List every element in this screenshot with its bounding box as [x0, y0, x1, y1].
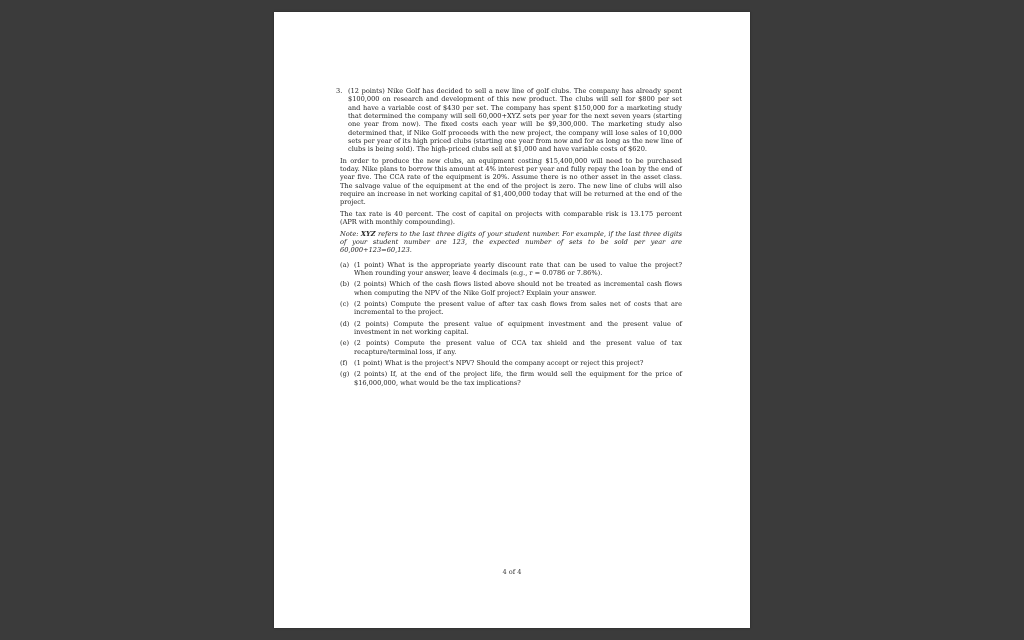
- question-part-e: [340, 339, 682, 356]
- paragraph-text: In order to produce the new clubs, an equipment costing $15,400,000 will need to be purchased today. Nike plans to borrow this amount at 4% interest per year and fully repay the loan by the end of year five. The CCA rate of the equipment is 20%. Assume there is no other asset in the asset class. The salvage value of the equipment at the end of the project is zero. The new line of clubs will also require an increase in net working capital of $1,400,000 today that will be returned at the end of the project.: [340, 156, 682, 207]
- equipment-paragraph: [340, 157, 682, 207]
- question-part-b: [340, 280, 682, 297]
- question-part-g: [340, 370, 682, 387]
- part-text: (1 point) What is the appropriate yearly discount rate that can be used to value the project? When rounding your answer, leave 4 decimals (e.g., r = 0.0786 or 7.86%).: [354, 260, 682, 277]
- part-label: (c): [340, 299, 349, 308]
- paragraph-text: The tax rate is 40 percent. The cost of capital on projects with comparable risk is 13.175 percent (APR with monthly compounding).: [340, 209, 682, 227]
- question-part-c: [340, 300, 682, 317]
- tax-rate-paragraph: [340, 210, 682, 227]
- page-content: [336, 87, 682, 390]
- part-label: (a): [340, 260, 350, 269]
- page-number: 4 of 4: [502, 568, 522, 576]
- question-part-f: [340, 359, 682, 367]
- part-label: (f): [340, 358, 348, 367]
- part-label: (d): [340, 319, 350, 328]
- part-text: (2 points) Compute the present value of after tax cash flows from sales net of costs that are incremental to the project.: [354, 299, 682, 317]
- part-label: (g): [340, 370, 350, 379]
- note-text: refers to the last three digits of your student number. For example, if the last three digits of your student number are 123, the expected number of sets to be sold per year are 60,000+123=60,123.: [340, 229, 682, 255]
- part-label: (e): [340, 339, 350, 348]
- part-text: (2 points) Which of the cash flows listed above should not be treated as incremental cash flows when computing the NPV of the Nike Golf project? Explain your answer.: [354, 280, 682, 297]
- problem-number: 3.: [336, 87, 343, 95]
- part-text: (2 points) Compute the present value of equipment investment and the present value of investment in net working capital.: [354, 319, 682, 336]
- problem-intro-paragraph: [336, 87, 682, 154]
- document-page: [274, 12, 750, 628]
- question-part-d: [340, 320, 682, 337]
- question-parts-list: [340, 261, 682, 387]
- part-label: (b): [340, 280, 350, 289]
- paragraph-text: (12 points) Nike Golf has decided to sell a new line of golf clubs. The company has already spent $100,000 on research and development of this new product. The clubs will sell for $800 per set and have a variable cost of $430 per set. The company has spent $150,000 for a marketing study that determined the company will sell 60,000+XYZ sets per year for the next seven years (starting one year from now). The fixed costs each year will be $9,300,000. The marketing study also determined that, if Nike Golf proceeds with the new project, the company will lose sales of 10,000 sets per year of its high priced clubs (starting one year from now and for as long as the new line of clubs is being sold). The high-priced clubs sell at $1,000 and have variable costs of $620.: [348, 87, 682, 154]
- note-xyz: XYZ: [360, 229, 376, 238]
- part-text: (1 point) What is the project's NPV? Should the company accept or reject this project?: [354, 358, 644, 367]
- note-prefix: Note:: [340, 229, 359, 238]
- part-text: (2 points) Compute the present value of CCA tax shield and the present value of tax recapture/terminal loss, if any.: [354, 339, 682, 356]
- part-text: (2 points) If, at the end of the project life, the firm would sell the equipment for the price of $16,000,000, what would be the tax implications?: [354, 370, 682, 387]
- question-part-a: [340, 261, 682, 278]
- note-paragraph: [340, 230, 682, 255]
